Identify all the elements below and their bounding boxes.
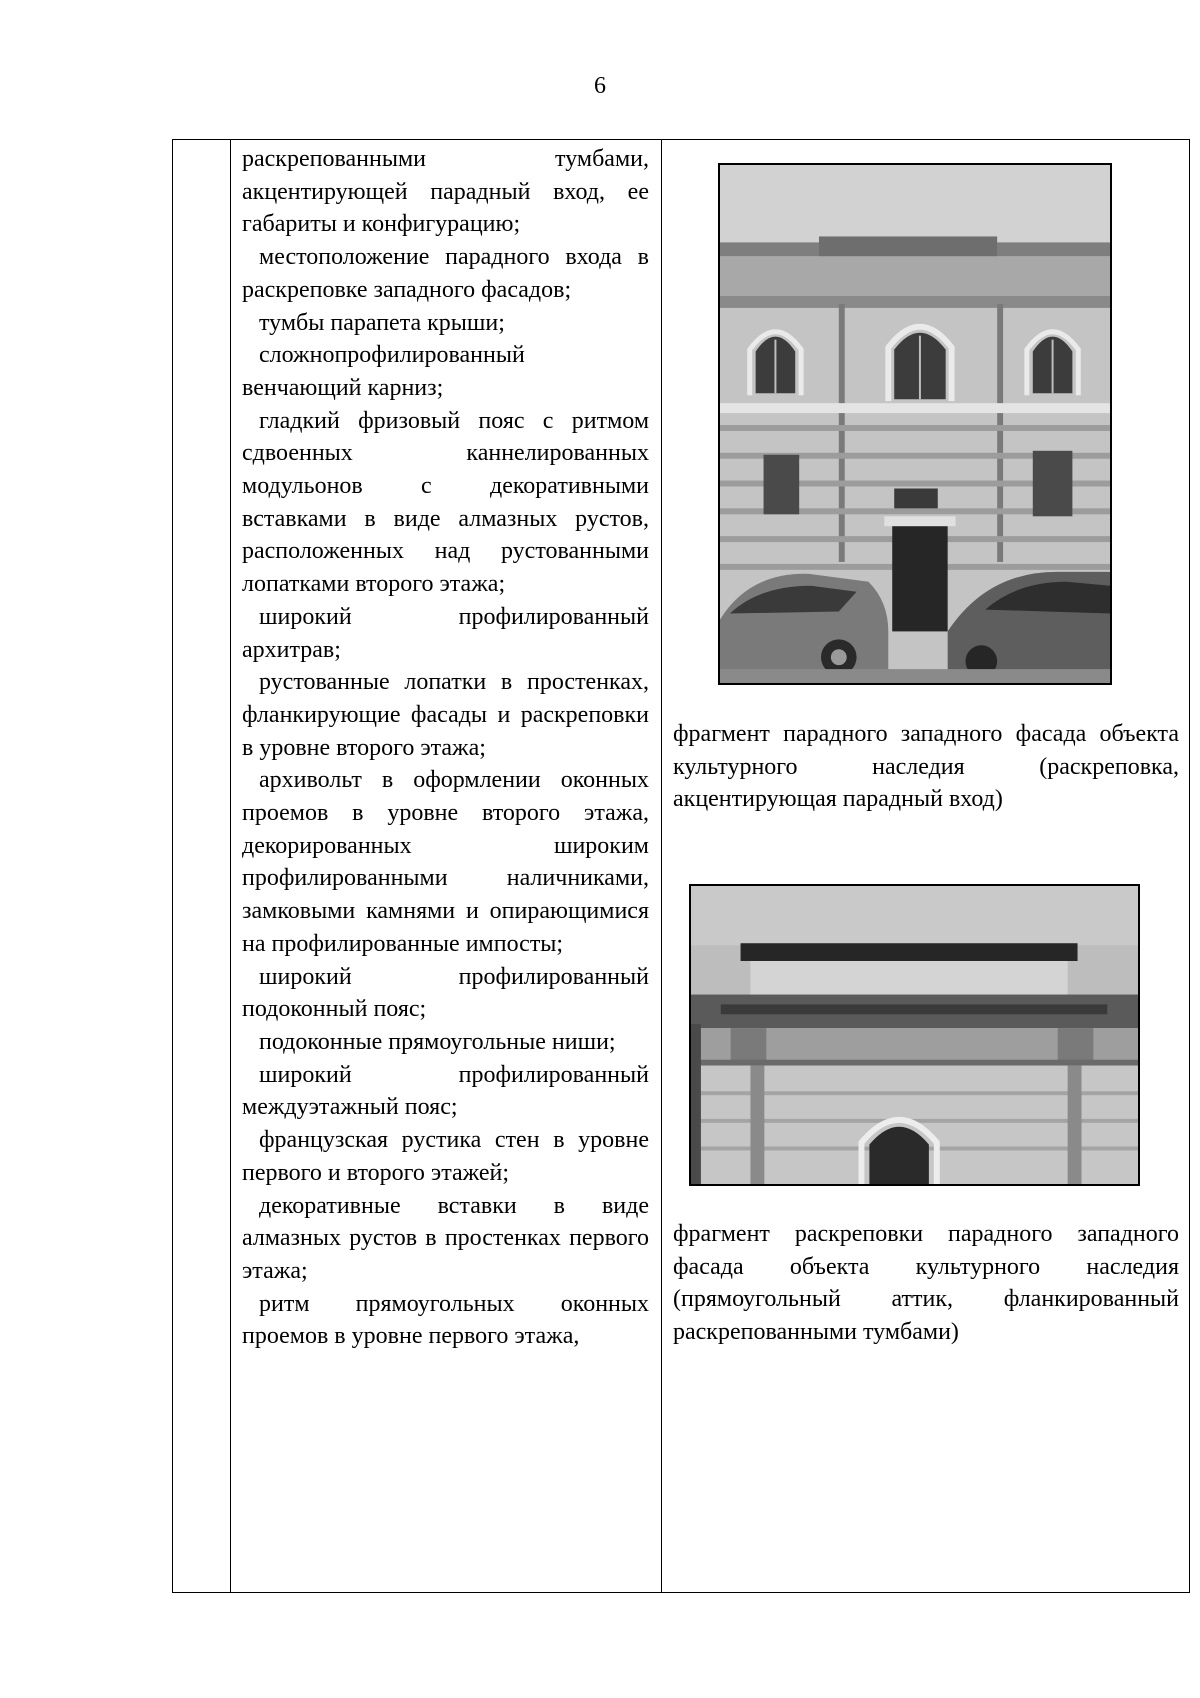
list-item: декоративные вставки в виде алмазных рустов в простенках первого этажа; <box>242 1192 649 1284</box>
attic-photo-image <box>691 886 1138 1184</box>
attic-photo <box>689 884 1140 1186</box>
list-item: широкий профилированный подоконный пояс; <box>242 963 649 1023</box>
text-column <box>242 143 649 1353</box>
list-item: местоположение парадного входа в раскреповке западного фасадов; <box>242 244 649 303</box>
list-item: раскрепованными тумбами, акцентирующей парадный вход, ее габариты и конфигурацию; <box>242 146 649 238</box>
list-item: рустованные лопатки в простенках, фланкирующие фасады и раскреповки в уровне второго этажа; <box>242 669 649 761</box>
list-item: сложнопрофилированный венчающий карниз; <box>242 342 525 401</box>
page-number: 6 <box>594 73 606 99</box>
list-item: тумбы парапета крыши; <box>259 309 505 336</box>
list-item: архивольт в оформлении оконных проемов в уровне второго этажа, декорированных широким профилированными наличниками, замковыми камнями и опирающимися на профилированные импосты; <box>242 767 649 957</box>
document-table <box>172 139 1190 1593</box>
table-column-divider <box>230 140 231 1592</box>
list-item: подоконные прямоугольные ниши; <box>259 1028 616 1055</box>
list-item: гладкий фризовый пояс с ритмом сдвоенных каннелированных модульонов с декоративными вставками в виде алмазных рустов, расположенных над рустованными лопатками второго этажа; <box>242 407 649 598</box>
list-item: широкий профилированный архитрав; <box>242 603 649 663</box>
photo-caption: фрагмент раскреповки парадного западного фасада объекта культурного наследия (прямоугольный аттик, фланкированный раскрепованными тумбами) <box>673 1221 1179 1346</box>
list-item: широкий профилированный междуэтажный пояс; <box>242 1061 649 1121</box>
photo-caption: фрагмент парадного западного фасада объекта культурного наследия (раскреповка, акцентирующая парадный вход) <box>673 721 1179 813</box>
facade-photo-image <box>720 165 1110 683</box>
list-item: ритм прямоугольных оконных проемов в уровне первого этажа, <box>242 1290 649 1350</box>
table-column-divider <box>661 140 662 1592</box>
list-item: французская рустика стен в уровне первого и второго этажей; <box>242 1127 649 1186</box>
facade-photo <box>718 163 1112 685</box>
